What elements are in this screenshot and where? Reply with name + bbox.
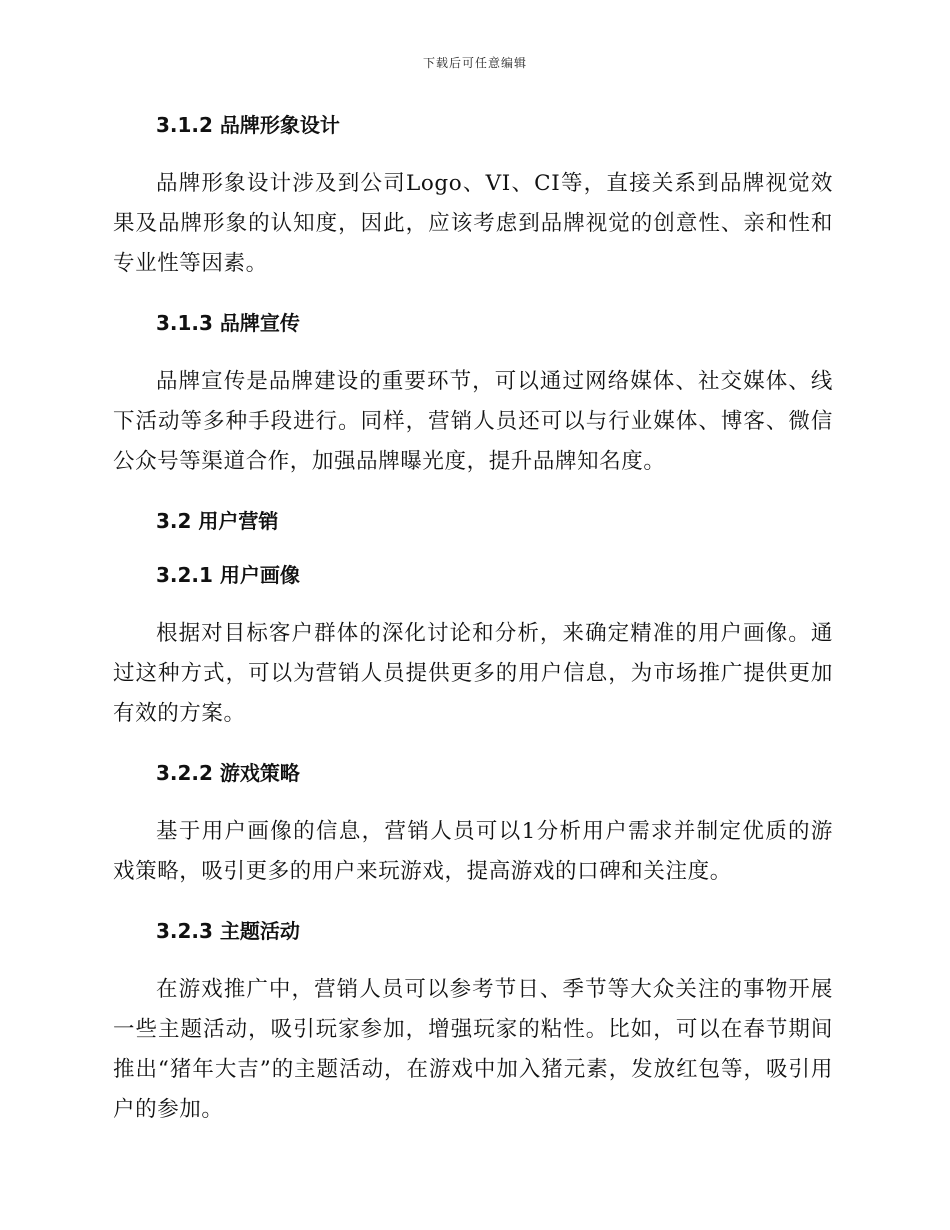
section-heading-3-1-3: 3.1.3 品牌宣传 bbox=[156, 311, 300, 335]
section-paragraph-3-1-2: 品牌形象设计涉及到公司Logo、VI、CI等，直接关系到品牌视觉效果及品牌形象的认知度，因此，应该考虑到品牌视觉的创意性、亲和性和专业性等因素。 bbox=[113, 171, 833, 276]
document-body bbox=[113, 110, 833, 1130]
header-note: 下载后可任意编辑 bbox=[422, 56, 527, 70]
section-paragraph-3-2-1: 根据对目标客户群体的深化讨论和分析，来确定精准的用户画像。通过这种方式，可以为营销人员提供更多的用户信息，为市场推广提供更加有效的方案。 bbox=[113, 621, 833, 726]
section-paragraph-3-1-3: 品牌宣传是品牌建设的重要环节，可以通过网络媒体、社交媒体、线下活动等多种手段进行。同样，营销人员还可以与行业媒体、博客、微信公众号等渠道合作，加强品牌曝光度，提升品牌知名度。 bbox=[113, 369, 833, 474]
section-heading-3-2-1: 3.2.1 用户画像 bbox=[156, 563, 300, 587]
section-heading-3-2-3: 3.2.3 主题活动 bbox=[156, 919, 300, 943]
section-paragraph-3-2-2: 基于用户画像的信息，营销人员可以1分析用户需求并制定优质的游戏策略，吸引更多的用户来玩游戏，提高游戏的口碑和关注度。 bbox=[113, 819, 833, 884]
section-paragraph-3-2-3: 在游戏推广中，营销人员可以参考节日、季节等大众关注的事物开展一些主题活动，吸引玩家参加，增强玩家的粘性。比如，可以在春节期间推出“猪年大吉”的主题活动，在游戏中加入猪元素，发放红包等，吸引用户的参加。 bbox=[113, 977, 833, 1122]
section-heading-3-2-2: 3.2.2 游戏策略 bbox=[156, 761, 300, 785]
section-heading-3-1-2: 3.1.2 品牌形象设计 bbox=[156, 113, 340, 137]
section-heading-3-2: 3.2 用户营销 bbox=[156, 509, 279, 533]
